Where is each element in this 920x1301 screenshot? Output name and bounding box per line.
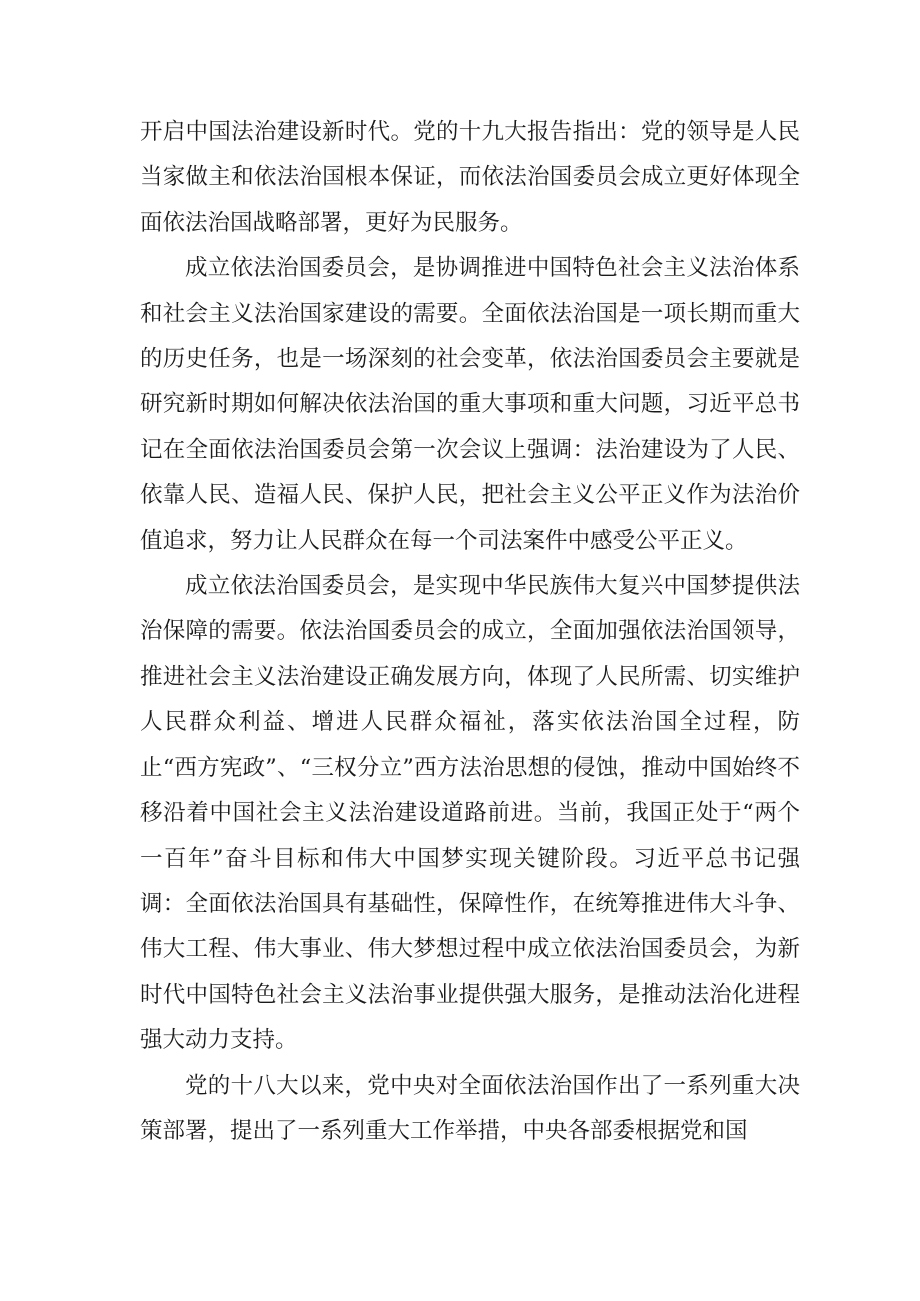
document-body: [140, 110, 800, 1154]
paragraph-continuation: 开启中国法治建设新时代。党的十九大报告指出：党的领导是人民当家做主和依法治国根本保证，而依法治国委员会成立更好体现全面依法治国战略部署，更好为民服务。: [140, 119, 800, 236]
paragraph-committee-need: 成立依法治国委员会，是协调推进中国特色社会主义法治体系和社会主义法治国家建设的需要。全面依法治国是一项长期而重大的历史任务，也是一场深刻的社会变革，依法治国委员会主要就是研究新时期如何解决依法治国的重大事项和重大问题，习近平总书记在全面依法治国委员会第一次会议上强调：法治建设为了人民、依靠人民、造福人民、保护人民，把社会主义公平正义作为法治价值追求，努力让人民群众在每一个司法案件中感受公平正义。: [140, 255, 800, 554]
paragraph-china-dream: 成立依法治国委员会，是实现中华民族伟大复兴中国梦提供法治保障的需要。依法治国委员会的成立，全面加强依法治国领导，推进社会主义法治建设正确发展方向，体现了人民所需、切实维护人民群众利益、增进人民群众福祉，落实依法治国全过程，防止“西方宪政”、“三权分立”西方法治思想的侵蚀，推动中国始终不移沿着中国社会主义法治建设道路前进。当前，我国正处于“两个一百年”奋斗目标和伟大中国梦实现关键阶段。习近平总书记强调：全面依法治国具有基础性，保障性作，在统筹推进伟大斗争、伟大工程、伟大事业、伟大梦想过程中成立依法治国委员会，为新时代中国特色社会主义法治事业提供强大服务，是推动法治化进程强大动力支持。: [140, 573, 800, 1054]
paragraph-since-18th-congress: 党的十八大以来，党中央对全面依法治国作出了一系列重大决策部署，提出了一系列重大工作举措，中央各部委根据党和国: [140, 1072, 800, 1144]
